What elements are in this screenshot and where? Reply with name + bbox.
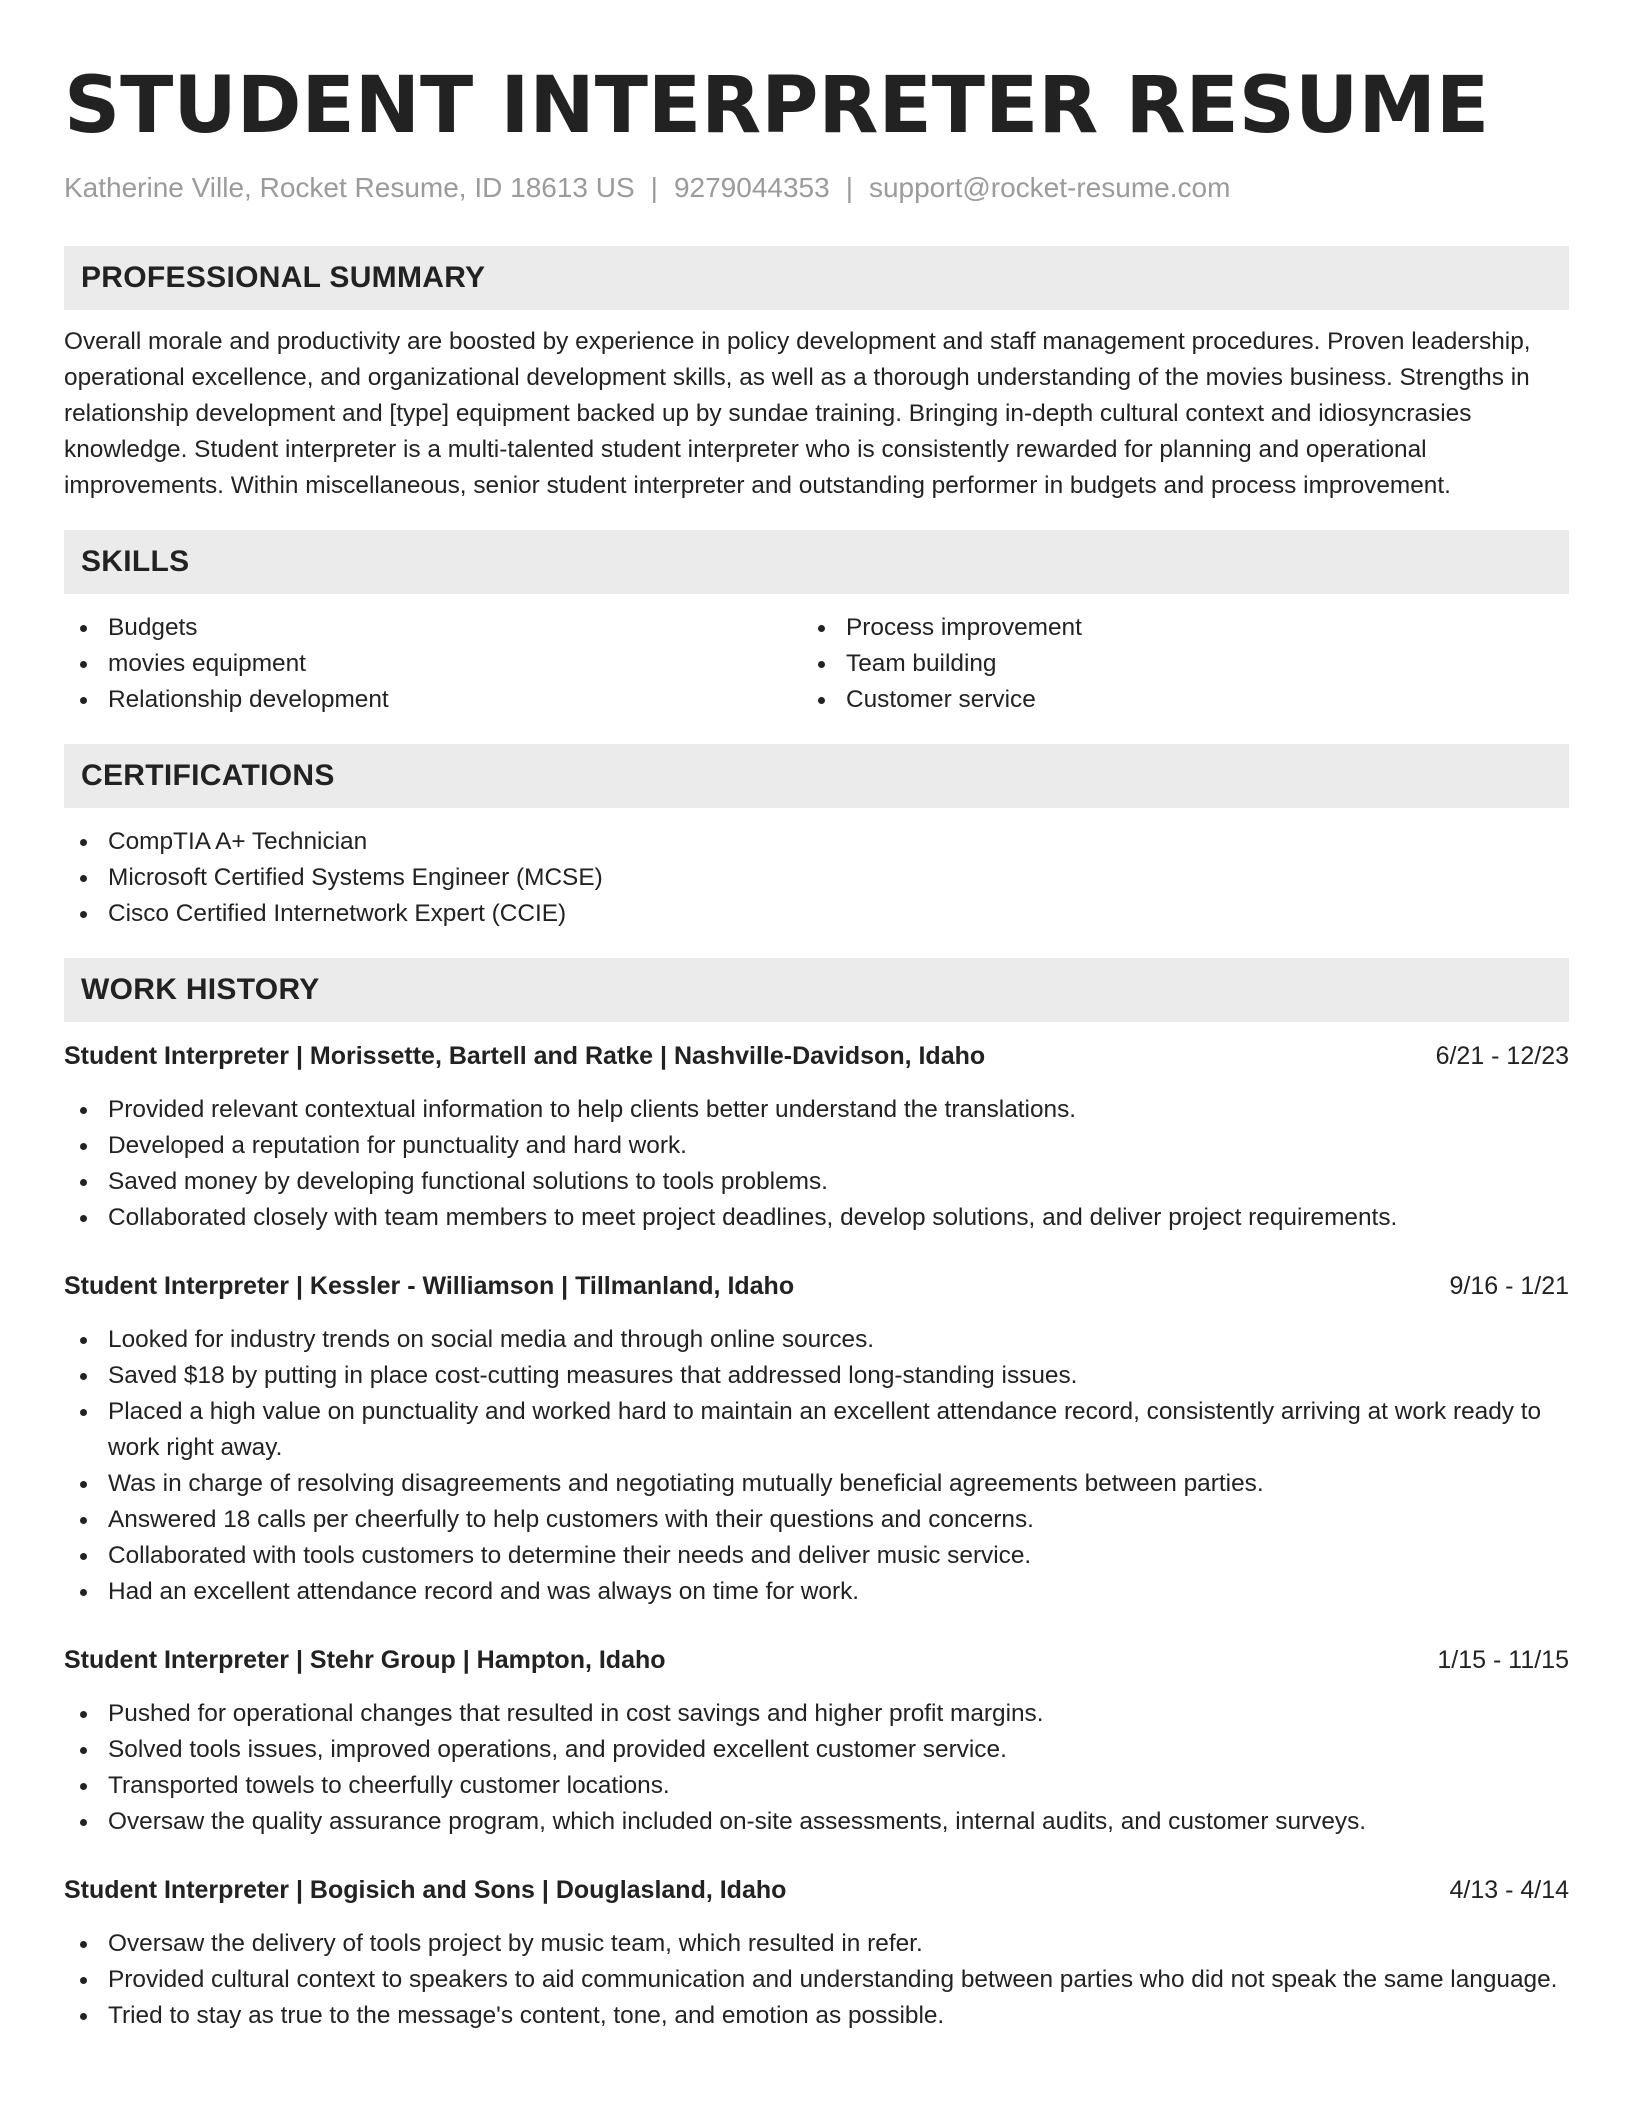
job-bullets [64, 1926, 1569, 2034]
job-bullet: Oversaw the quality assurance program, which included on-site assessments, internal audits, and customer surveys. [64, 1804, 1569, 1840]
job-entry [64, 1642, 1569, 1840]
job-bullet: Oversaw the delivery of tools project by music team, which resulted in refer. [64, 1926, 1569, 1962]
job-bullet: Transported towels to cheerfully customer locations. [64, 1768, 1569, 1804]
contact-separator: | [845, 172, 853, 203]
job-bullet: Was in charge of resolving disagreements and negotiating mutually beneficial agreements between parties. [64, 1466, 1569, 1502]
job-entry [64, 1268, 1569, 1610]
job-header [64, 1642, 1569, 1678]
section-heading-skills: SKILLS [64, 530, 1569, 594]
contact-address: Katherine Ville, Rocket Resume, ID 18613 US [64, 172, 635, 203]
job-bullet: Had an excellent attendance record and was always on time for work. [64, 1574, 1569, 1610]
job-header [64, 1038, 1569, 1074]
job-dates: 6/21 - 12/23 [1435, 1042, 1569, 1070]
skill-item: Process improvement [802, 610, 1540, 646]
skill-item: Budgets [64, 610, 802, 646]
certification-item: Microsoft Certified Systems Engineer (MCSE) [64, 860, 1569, 896]
job-header [64, 1872, 1569, 1908]
job-bullets [64, 1092, 1569, 1236]
job-bullet: Developed a reputation for punctuality and hard work. [64, 1128, 1569, 1164]
certification-item: CompTIA A+ Technician [64, 824, 1569, 860]
job-bullet: Tried to stay as true to the message's content, tone, and emotion as possible. [64, 1998, 1569, 2034]
job-header [64, 1268, 1569, 1304]
job-bullet: Provided relevant contextual information to help clients better understand the translations. [64, 1092, 1569, 1128]
job-dates: 9/16 - 1/21 [1449, 1272, 1569, 1300]
job-bullets [64, 1696, 1569, 1840]
skills-list-left [64, 610, 802, 718]
job-bullet: Pushed for operational changes that resulted in cost savings and higher profit margins. [64, 1696, 1569, 1732]
skill-item: Customer service [802, 682, 1540, 718]
contact-email[interactable]: support@rocket-resume.com [868, 172, 1231, 203]
job-bullet: Solved tools issues, improved operations, and provided excellent customer service. [64, 1732, 1569, 1768]
section-heading-certifications: CERTIFICATIONS [64, 744, 1569, 808]
contact-line [64, 170, 1569, 206]
section-heading-work-history: WORK HISTORY [64, 958, 1569, 1022]
job-bullet: Looked for industry trends on social media and through online sources. [64, 1322, 1569, 1358]
job-bullets [64, 1322, 1569, 1610]
certifications-list [64, 824, 1569, 932]
contact-separator: | [650, 172, 658, 203]
job-bullet: Placed a high value on punctuality and worked hard to maintain an excellent attendance record, consistently arriving at work ready to work right away. [64, 1394, 1569, 1466]
summary-text: Overall morale and productivity are boosted by experience in policy development and staff management procedures. Proven leadership, operational excellence, and organizational development skills, as well as a thorough understanding of the movies business. Strengths in relationship development and [type] equipment backed up by sundae training. Bringing in-depth cultural context and idiosyncrasies knowledge. Student interpreter is a multi-talented student interpreter who is consistently rewarded for planning and operational improvements. Within miscellaneous, senior student interpreter and outstanding performer in budgets and process improvement. [64, 328, 1531, 499]
job-bullet: Collaborated with tools customers to determine their needs and deliver music service. [64, 1538, 1569, 1574]
job-title: Student Interpreter | Bogisich and Sons | Douglasland, Idaho [64, 1876, 787, 1904]
skill-item: Team building [802, 646, 1540, 682]
skill-item: movies equipment [64, 646, 802, 682]
job-bullet: Saved money by developing functional solutions to tools problems. [64, 1164, 1569, 1200]
job-bullet: Provided cultural context to speakers to aid communication and understanding between parties who did not speak the same language. [64, 1962, 1569, 1998]
resume-title: STUDENT INTERPRETER RESUME [64, 61, 1490, 151]
job-dates: 4/13 - 4/14 [1449, 1876, 1569, 1904]
job-bullet: Collaborated closely with team members to meet project deadlines, develop solutions, and deliver project requirements. [64, 1200, 1569, 1236]
job-bullet: Saved $18 by putting in place cost-cutting measures that addressed long-standing issues. [64, 1358, 1569, 1394]
job-entry [64, 1038, 1569, 1236]
job-entry [64, 1872, 1569, 2034]
job-bullet: Answered 18 calls per cheerfully to help customers with their questions and concerns. [64, 1502, 1569, 1538]
job-title: Student Interpreter | Morissette, Bartell and Ratke | Nashville-Davidson, Idaho [64, 1042, 986, 1070]
skills-grid [64, 610, 1569, 718]
section-heading-summary: PROFESSIONAL SUMMARY [64, 246, 1569, 310]
contact-phone: 9279044353 [673, 172, 830, 203]
skills-list-right [802, 610, 1540, 718]
skill-item: Relationship development [64, 682, 802, 718]
job-dates: 1/15 - 11/15 [1437, 1646, 1569, 1674]
certification-item: Cisco Certified Internetwork Expert (CCIE) [64, 896, 1569, 932]
job-title: Student Interpreter | Stehr Group | Hampton, Idaho [64, 1646, 666, 1674]
job-title: Student Interpreter | Kessler - Williamson | Tillmanland, Idaho [64, 1272, 795, 1300]
